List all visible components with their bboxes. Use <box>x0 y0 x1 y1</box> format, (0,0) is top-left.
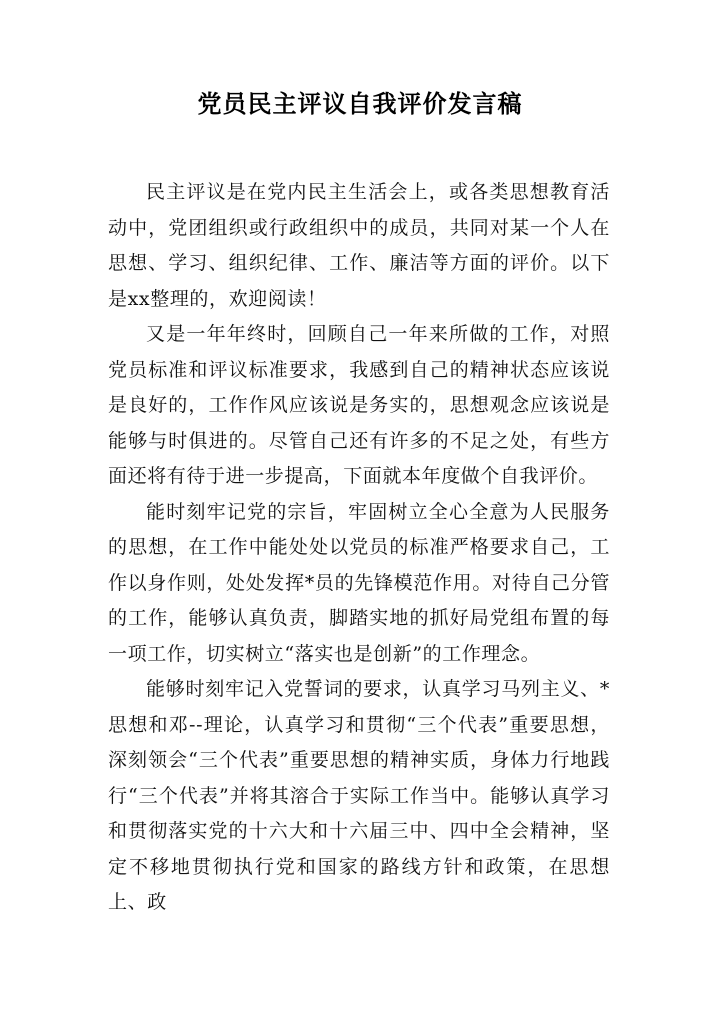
paragraph-party-purpose: 能时刻牢记党的宗旨，牢固树立全心全意为人民服务的思想，在工作中能处处以党员的标准严格要求自己，工作以身作则，处处发挥*员的先锋模范作用。对待自己分管的工作，能够认真负责，脚踏实地的抓好局党组布置的每一项工作，切实树立“落实也是创新”的工作理念。 <box>108 500 610 665</box>
document-title: 党员民主评议自我评价发言稿 <box>197 90 523 118</box>
paragraph-intro: 民主评议是在党内民主生活会上，或各类思想教育活动中，党团组织或行政组织中的成员，共同对某一个人在思想、学习、组织纪律、工作、廉洁等方面的评价。以下是xx整理的，欢迎阅读！ <box>108 181 610 310</box>
paragraph-oath-study: 能够时刻牢记入党誓词的要求，认真学习马列主义、*思想和邓--理论，认真学习和贯彻“三个代表”重要思想，深刻领会“三个代表”重要思想的精神实质，身体力行地践行“三个代表”并将其溶合于实际工作当中。能够认真学习和贯彻落实党的十六大和十六届三中、四中全会精神，坚定不移地贯彻执行党和国家的路线方针和政策，在思想上、政 <box>108 678 610 913</box>
paragraph-year-review: 又是一年年终时，回顾自己一年来所做的工作，对照党员标准和评议标准要求，我感到自己的精神状态应该说是良好的，工作作风应该说是务实的，思想观念应该说是能够与时俱进的。尽管自己还有许多的不足之处，有些方面还将有待于进一步提高，下面就本年度做个自我评价。 <box>108 323 610 487</box>
document-body <box>108 175 610 921</box>
